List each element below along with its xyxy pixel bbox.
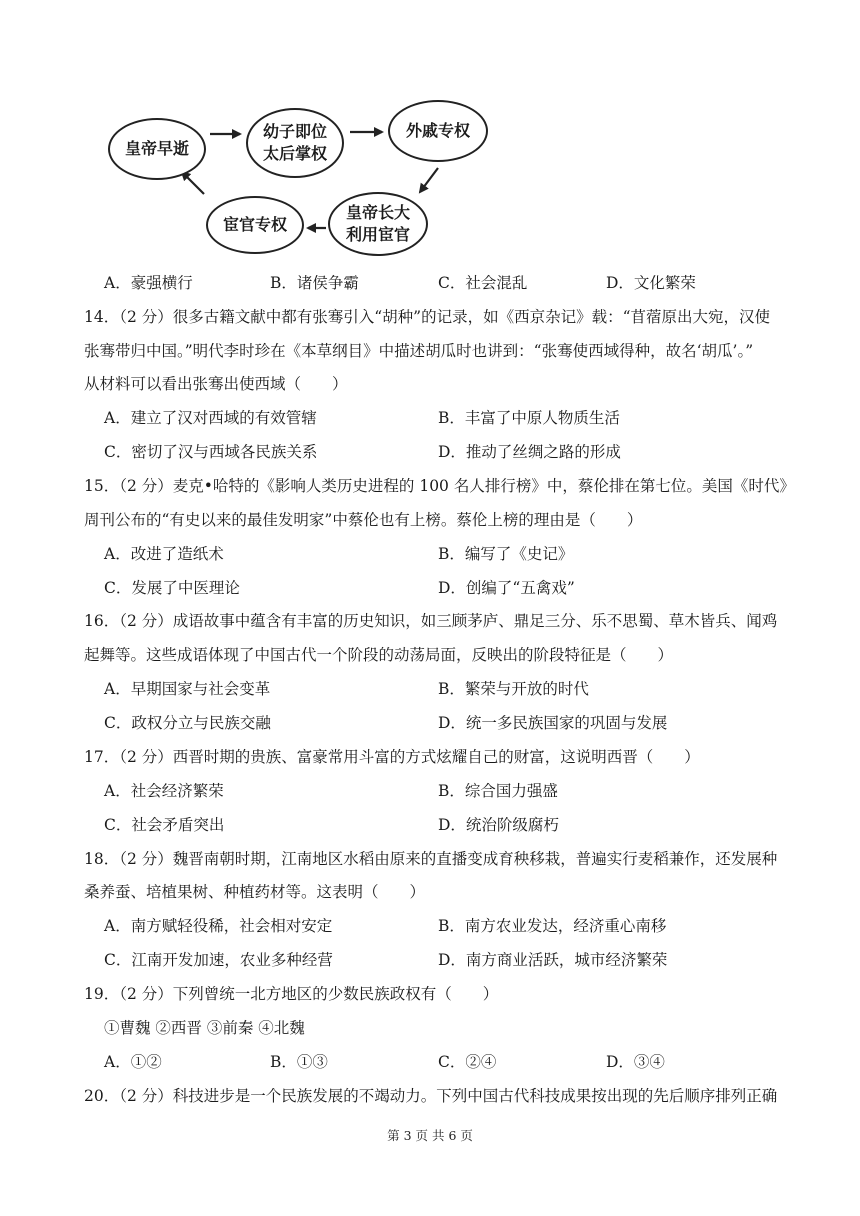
q16-stem-line-2: 起舞等。这些成语体现了中国古代一个阶段的动荡局面，反映出的阶段特征是（ ）: [84, 646, 674, 664]
arrow-3-4: [420, 168, 438, 192]
q15-stem-line-2: 周刊公布的“有史以来的最佳发明家”中蔡伦也有上榜。蔡伦上榜的理由是（ ）: [84, 511, 643, 529]
q16-stem-line-1: 16．（2 分）成语故事中蕴含有丰富的历史知识，如三顾茅庐、鼎足三分、乐不思蜀、草木皆兵、闻鸡: [84, 612, 778, 630]
q17-option-d: D．统治阶级腐朽: [438, 816, 559, 834]
node-consort-clan-power: 外戚专权: [388, 100, 488, 162]
q20-stem-line-1: 20．（2 分）科技进步是一个民族发展的不竭动力。下列中国古代科技成果按出现的先后顺序排列正确: [84, 1087, 778, 1105]
node-eunuch-power: 宦官专权: [206, 196, 304, 254]
q15-stem-line-1: 15．（2 分）麦克•哈特的《影响人类历史进程的 100 名人排行榜》中，蔡伦排在第七位。美国《时代》: [84, 477, 795, 495]
q16-option-b: B．繁荣与开放的时代: [438, 680, 589, 698]
q18-stem-line-1: 18．（2 分）魏晋南朝时期，江南地区水稻由原来的直播变成育秧移栽，普遍实行麦稻兼作，还发展种: [84, 850, 778, 868]
q17-stem-line-1: 17．（2 分）西晋时期的贵族、富豪常用斗富的方式炫耀自己的财富，这说明西晋（ ）: [84, 748, 700, 766]
q14-option-a: A．建立了汉对西域的有效管辖: [104, 409, 317, 427]
arrow-5-1: [182, 172, 204, 194]
q14-stem-line-1: 14．（2 分）很多古籍文献中都有张骞引入“胡种”的记录，如《西京杂记》载：“苜蓿原出大宛，汉使: [84, 308, 771, 326]
node-young-heir-empress-dowager: 幼子即位 太后掌权: [246, 108, 344, 178]
q17-option-a: A．社会经济繁荣: [104, 782, 224, 800]
q13-option-d: D．文化繁荣: [606, 274, 696, 292]
node-emperor-early-death: 皇帝早逝: [108, 118, 206, 180]
q13-option-a: A．豪强横行: [104, 274, 193, 292]
q14-option-b: B．丰富了中原人物质生活: [438, 409, 620, 427]
q18-option-b: B．南方农业发达，经济重心南移: [438, 917, 667, 935]
cycle-diagram: [100, 92, 470, 262]
q16-option-d: D．统一多民族国家的巩固与发展: [438, 714, 668, 732]
node-emperor-grows-uses-eunuchs: 皇帝长大 利用宦官: [328, 192, 428, 256]
q19-option-a: A．①②: [104, 1053, 162, 1071]
q15-option-c: C．发展了中医理论: [104, 579, 240, 597]
q17-option-b: B．综合国力强盛: [438, 782, 558, 800]
q18-stem-line-2: 桑养蚕、培植果树、种植药材等。这表明（ ）: [84, 883, 426, 901]
q16-option-a: A．早期国家与社会变革: [104, 680, 271, 698]
q15-option-d: D．创编了“五禽戏”: [438, 579, 575, 597]
q18-option-c: C．江南开发加速，农业多种经营: [104, 951, 333, 969]
q19-option-d: D．③④: [606, 1053, 665, 1071]
q15-option-a: A．改进了造纸术: [104, 545, 224, 563]
q14-stem-line-3: 从材料可以看出张骞出使西域（ ）: [84, 375, 348, 393]
q17-option-c: C．社会矛盾突出: [104, 816, 225, 834]
q14-option-d: D．推动了丝绸之路的形成: [438, 443, 621, 461]
q13-option-c: C．社会混乱: [438, 274, 528, 292]
q19-option-b: B．①③: [270, 1053, 328, 1071]
q14-option-c: C．密切了汉与西域各民族关系: [104, 443, 318, 461]
q18-option-d: D．南方商业活跃，城市经济繁荣: [438, 951, 668, 969]
q14-stem-line-2: 张骞带归中国。”明代李时珍在《本草纲目》中描述胡瓜时也讲到：“张骞使西域得种，故名‘胡瓜’。”: [84, 342, 754, 360]
q19-stem-line-1: 19．（2 分）下列曾统一北方地区的少数民族政权有（ ）: [84, 985, 499, 1003]
q15-option-b: B．编写了《史记》: [438, 545, 574, 563]
q18-option-a: A．南方赋轻役稀，社会相对安定: [104, 917, 333, 935]
q19-items-line: ①曹魏 ②西晋 ③前秦 ④北魏: [104, 1019, 305, 1037]
q16-option-c: C．政权分立与民族交融: [104, 714, 271, 732]
q19-option-c: C．②④: [438, 1053, 497, 1071]
page-footer: 第 3 页 共 6 页: [387, 1128, 473, 1143]
q13-option-b: B．诸侯争霸: [270, 274, 359, 292]
